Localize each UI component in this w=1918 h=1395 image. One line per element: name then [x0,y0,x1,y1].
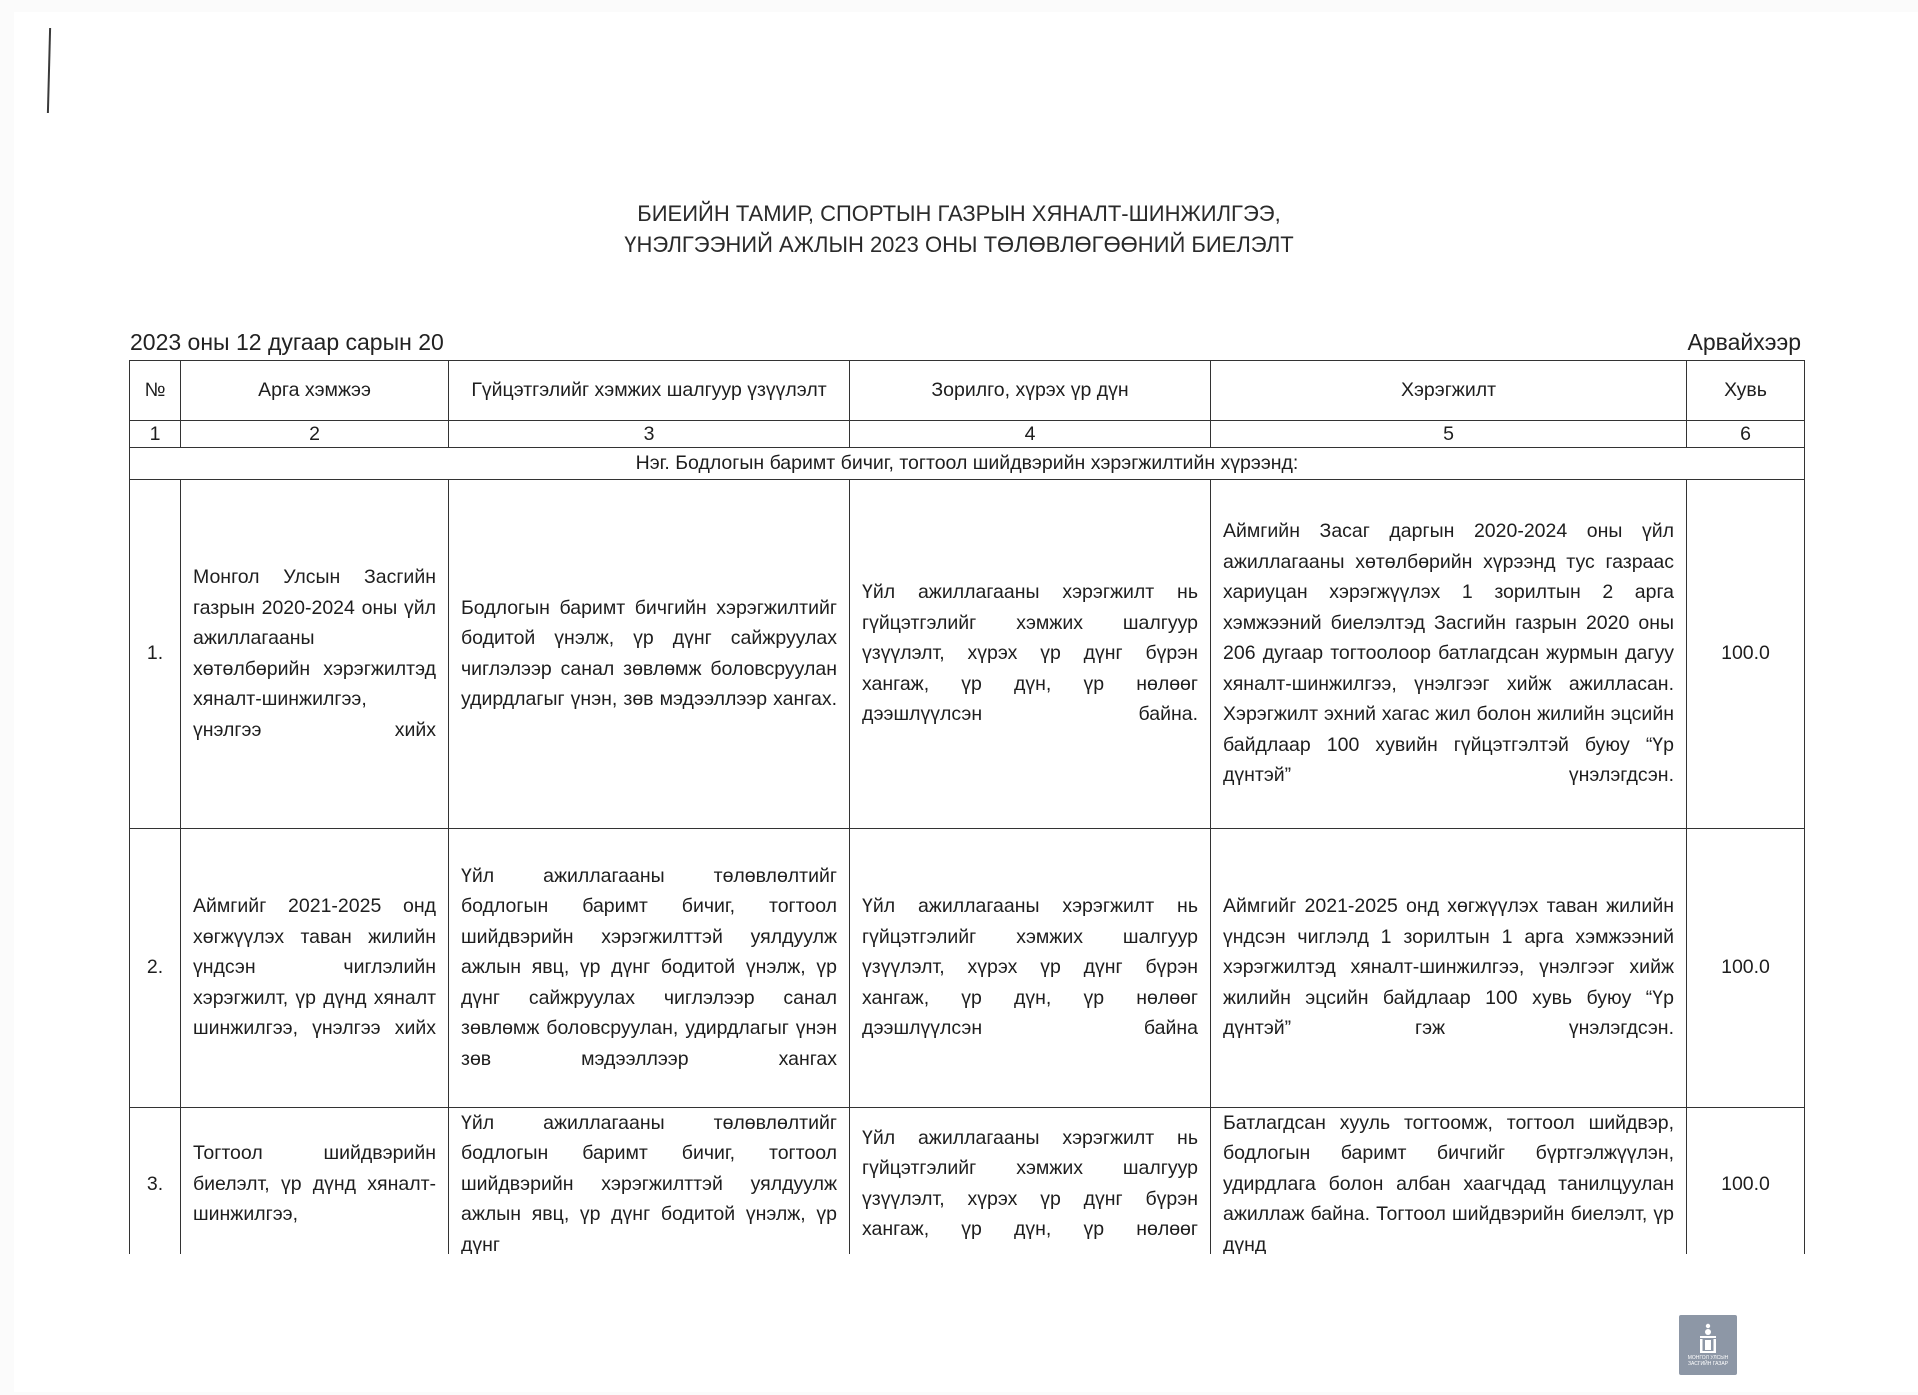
emblem-text-1: МОНГОЛ УЛСЫН [1687,1355,1729,1361]
column-number-row [130,421,1805,448]
row-criteria: Үйл ажиллагааны төлөвлөлтийг бодлогын баримт бичиг, тогтоол шийдвэрийн хэрэгжилттэй уялдуулж ажлын явц, үр дүнг бодитой үнэлж, үр дүнг [449,1107,850,1254]
row-percent: 100.0 [1687,828,1805,1107]
row-implementation: Батлагдсан хууль тогтоомж, тогтоол шийдвэр, бодлогын баримт бичгийг бүртгэлжүүлэн, удирдлага болон албан хаагчдад танилцуулан ажиллаж байна. Тогтоол шийдвэрийн биелэлт, үр дүнд [1211,1107,1687,1254]
row-index: 2. [130,828,181,1107]
column-number: 1 [130,421,181,448]
table-row [130,479,1805,828]
row-measure: Аймгийг 2021-2025 онд хөгжүүлэх таван жилийн үндсэн чиглэлийн хэрэгжилт, үр дүнд хяналт шинжилгээ, үнэлгээ хийх [181,828,449,1107]
row-implementation: Аймгийн Засаг даргын 2020-2024 оны үйл ажиллагааны хөтөлбөрийн хүрээнд тус газраас хариуцан хэрэгжүүлэх 1 зорилтын 2 арга хэмжээний биелэлтэд Засгийн газрын 2020 оны 206 дугаар тогтоолоор батлагдсан журмын дагуу хяналт-шинжилгээ, үнэлгээг хийж ажилласан. Хэрэгжилт эхний хагас жил болон жилийн эцсийн байдлаар 100 хувийн гүйцэтгэлтэй буюу “Үр дүнтэй” үнэлэгдсэн. [1211,479,1687,828]
column-number: 6 [1687,421,1805,448]
row-goal: Үйл ажиллагааны хэрэгжилт нь гүйцэтгэлийг хэмжих шалгуур үзүүлэлт, хүрэх үр дүнг бүрэн хангаж, үр дүн, үр нөлөөг дээшлүүлсэн байна. [850,479,1211,828]
table-row [130,1107,1805,1254]
header-goal: Зорилго, хүрэх үр дүн [850,361,1211,421]
row-measure: Тогтоол шийдвэрийн биелэлт, үр дүнд хяналт-шинжилгээ, [181,1107,449,1254]
section-title: Нэг. Бодлогын баримт бичиг, тогтоол шийдвэрийн хэрэгжилтийн хүрээнд: [130,448,1805,480]
column-number: 4 [850,421,1211,448]
government-emblem [1679,1315,1737,1375]
header-number: № [130,361,181,421]
row-index: 3. [130,1107,181,1254]
header-criteria: Гүйцэтгэлийг хэмжих шалгуур үзүүлэлт [449,361,850,421]
plan-table [129,360,1805,1254]
column-number: 2 [181,421,449,448]
row-measure: Монгол Улсын Засгийн газрын 2020-2024 оны үйл ажиллагааны хөтөлбөрийн хэрэгжилтэд хяналт-шинжилгээ, үнэлгээ хийх [181,479,449,828]
soyombo-icon [1697,1323,1719,1353]
column-number: 5 [1211,421,1687,448]
row-goal: Үйл ажиллагааны хэрэгжилт нь гүйцэтгэлийг хэмжих шалгуур үзүүлэлт, хүрэх үр дүнг бүрэн хангаж, үр дүн, үр нөлөөг дээшлүүлсэн байна [850,828,1211,1107]
header-implementation: Хэрэгжилт [1211,361,1687,421]
row-index: 1. [130,479,181,828]
document-date: 2023 оны 12 дугаар сарын 20 [130,329,444,355]
emblem-text-2: ЗАСГИЙН ГАЗАР [1687,1361,1729,1367]
table-row [130,828,1805,1107]
row-percent: 100.0 [1687,479,1805,828]
title-line-2: ҮНЭЛГЭЭНИЙ АЖЛЫН 2023 ОНЫ ТӨЛӨВЛӨГӨӨНИЙ БИЕЛЭЛТ [624,232,1294,257]
column-number: 3 [449,421,850,448]
row-percent: 100.0 [1687,1107,1805,1254]
row-implementation: Аймгийг 2021-2025 онд хөгжүүлэх таван жилийн үндсэн чиглэлд 1 зорилтын 1 арга хэмжээний хэрэгжилтэд хяналт-шинжилгээ, үнэлгээг хийж жилийн эцсийн байдлаар 100 хувь буюу “Үр дүнтэй” гэж үнэлэгдсэн. [1211,828,1687,1107]
title-line-1: БИЕИЙН ТАМИР, СПОРТЫН ГАЗРЫН ХЯНАЛТ-ШИНЖИЛГЭЭ, [637,201,1281,226]
document-place: Арвайхээр [1687,329,1801,355]
row-criteria: Үйл ажиллагааны төлөвлөлтийг бодлогын баримт бичиг, тогтоол шийдвэрийн хэрэгжилттэй уялдуулж ажлын явц, үр дүнг бодитой үнэлж, үр дүнг сайжруулах чиглэлээр санал зөвлөмж боловсруулан, удирдлагыг үнэн зөв мэдээллээр хангах [449,828,850,1107]
section-row [130,448,1805,480]
table-header-row [130,361,1805,421]
row-goal: Үйл ажиллагааны хэрэгжилт нь гүйцэтгэлийг хэмжих шалгуур үзүүлэлт, хүрэх үр дүнг бүрэн хангаж, үр дүн, үр нөлөөг [850,1107,1211,1254]
row-criteria: Бодлогын баримт бичгийн хэрэгжилтийг бодитой үнэлж, үр дүнг сайжруулах чиглэлээр санал зөвлөмж боловсруулан удирдлагыг үнэн, зөв мэдээллээр хангах. [449,479,850,828]
header-percent: Хувь [1687,361,1805,421]
header-measure: Арга хэмжээ [181,361,449,421]
